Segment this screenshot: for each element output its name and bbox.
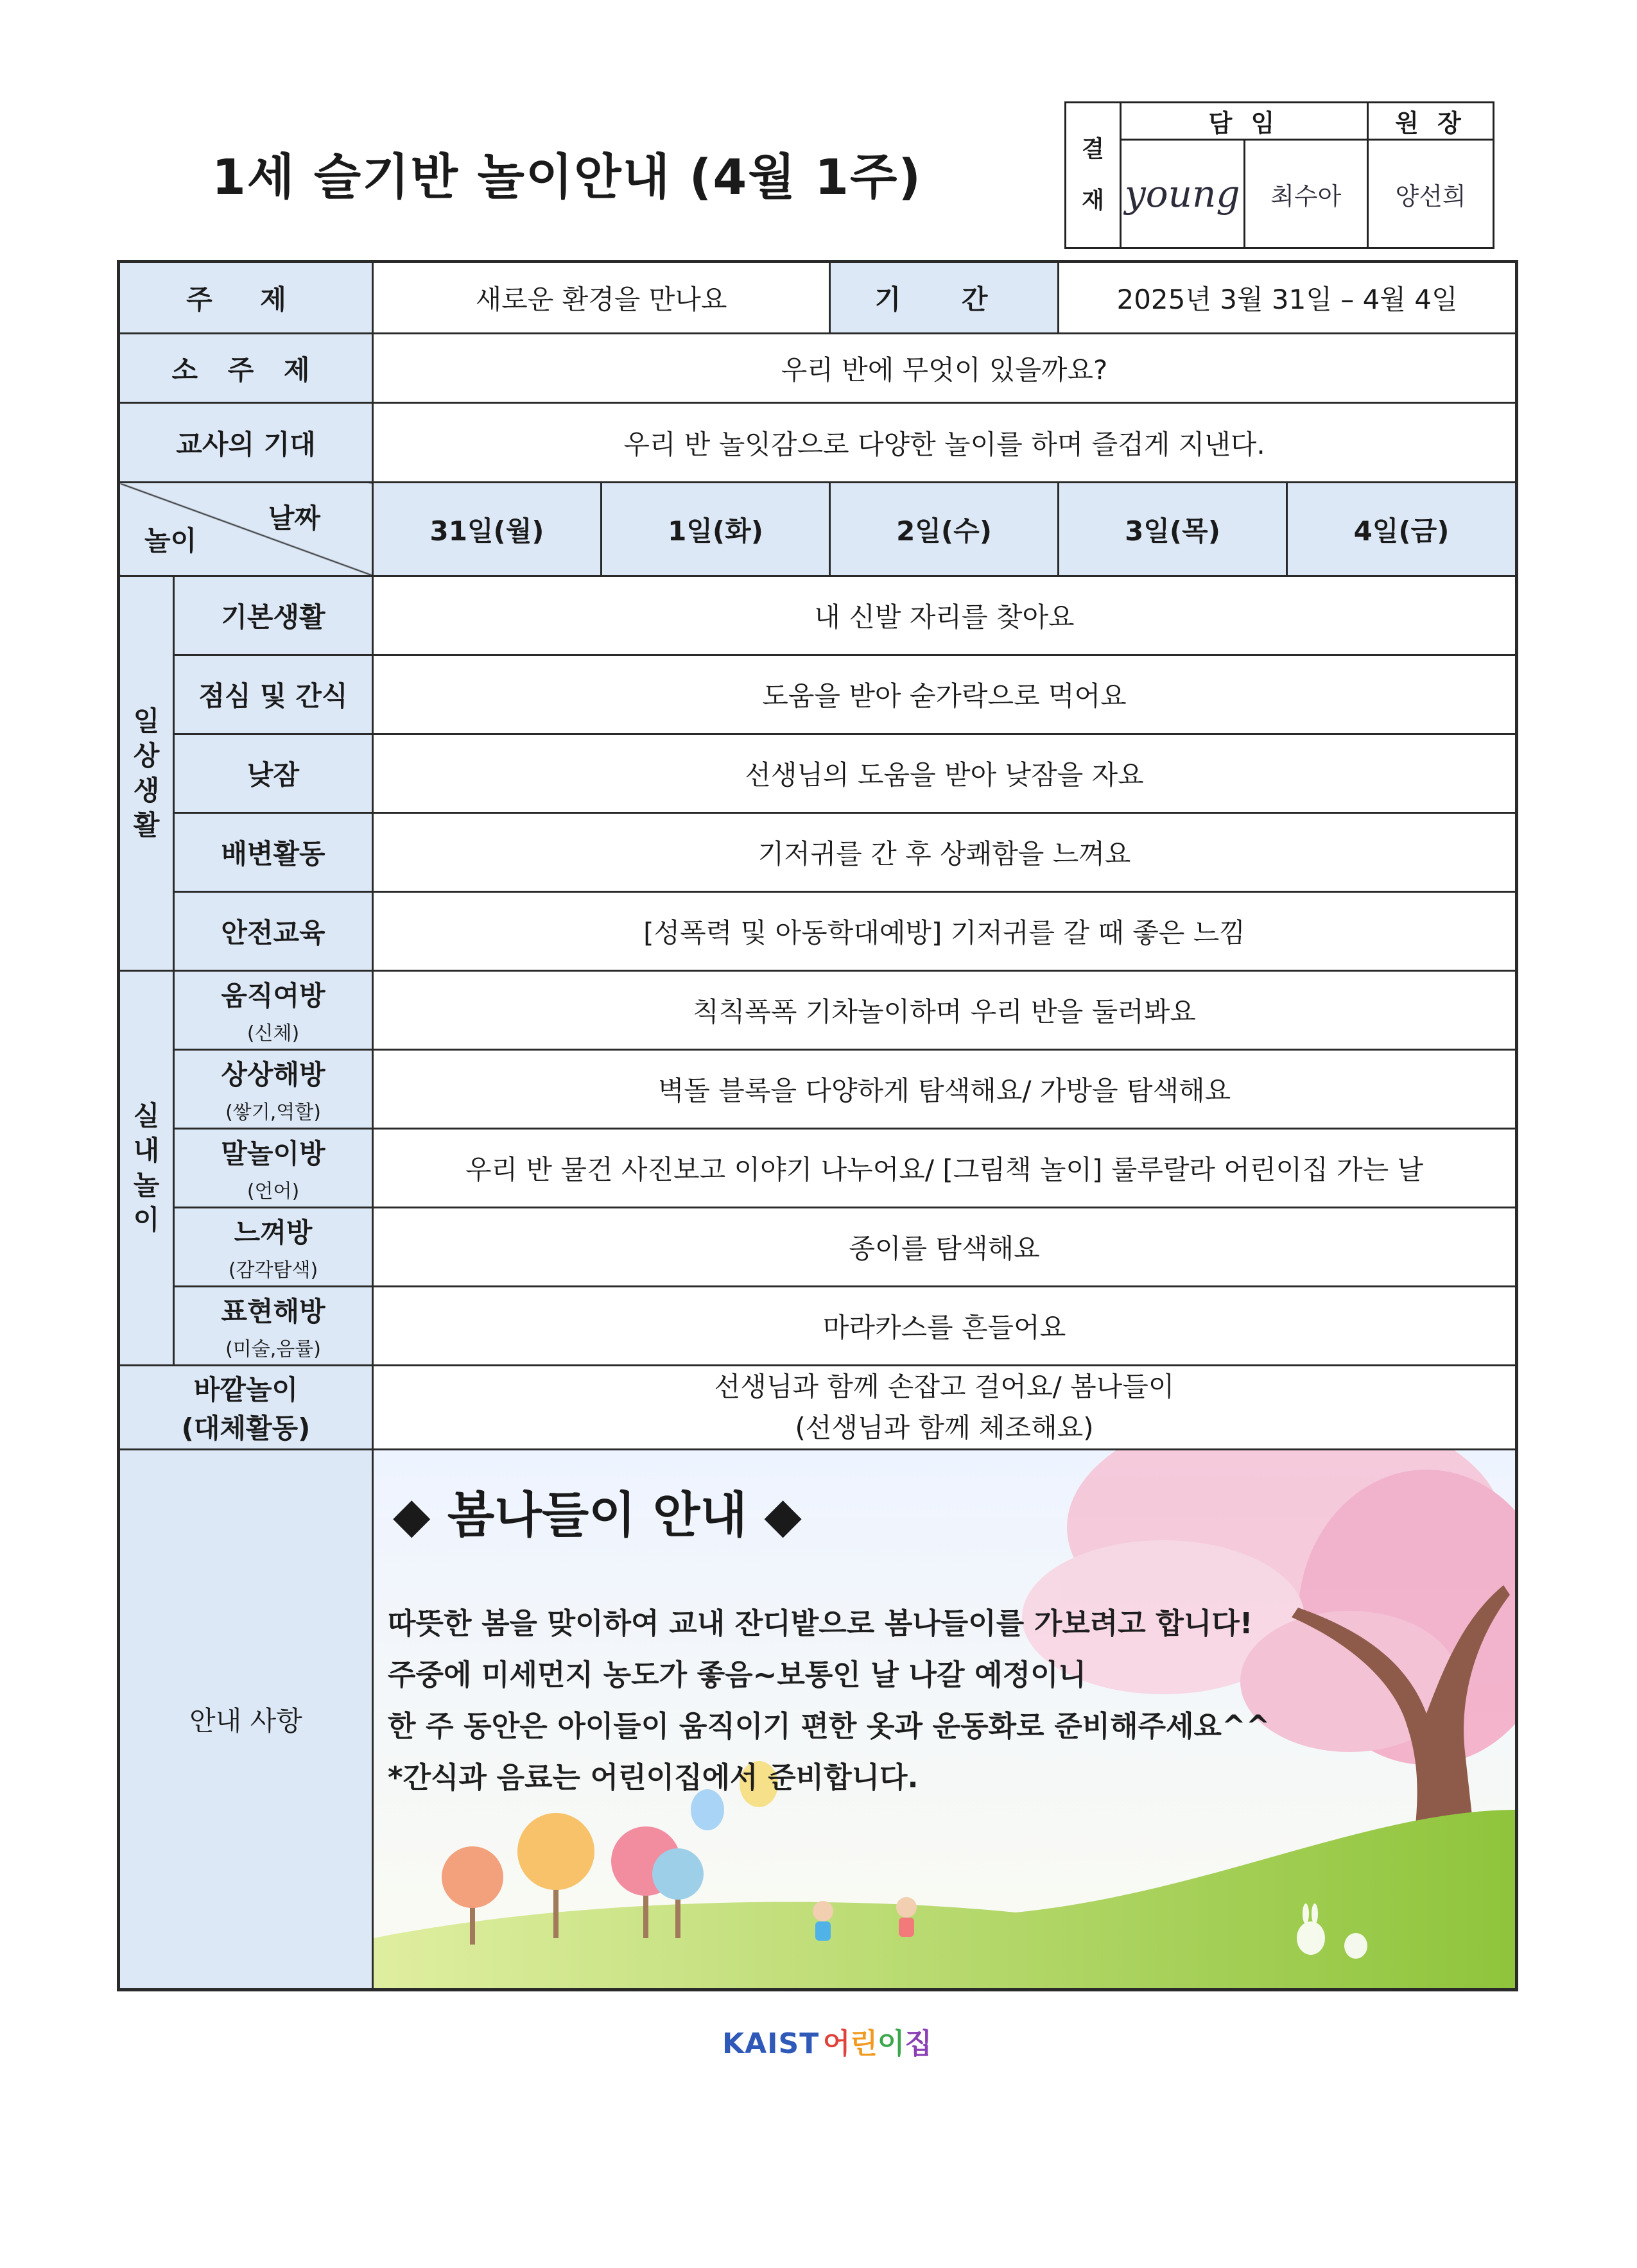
row-label: 표현해방 (미술,음률): [174, 1287, 373, 1366]
indoor-play-group-label: 실 내 놀 이: [119, 971, 174, 1366]
director-header: 원 장: [1368, 103, 1494, 140]
row-value: 종이를 탐색해요: [373, 1208, 1517, 1287]
row-value: 기저귀를 간 후 상쾌함을 느껴요: [373, 813, 1517, 892]
logo-char: 어: [822, 2027, 851, 2060]
subtheme-value: 우리 반에 무엇이 있을까요?: [373, 334, 1517, 403]
row-label: 말놀이방 (언어): [174, 1129, 373, 1208]
subtheme-label: 소 주 제: [119, 334, 373, 403]
period-value: 2025년 3월 31일 – 4월 4일: [1059, 262, 1517, 334]
row-label: 움직여방 (신체): [174, 971, 373, 1050]
day-header: 2일(수): [830, 483, 1059, 576]
date-play-header: [119, 483, 373, 576]
day-header: 3일(목): [1059, 483, 1287, 576]
outdoor-value: 선생님과 함께 손잡고 걸어요/ 봄나들이 (선생님과 함께 체조해요): [373, 1366, 1517, 1450]
daily-life-group-label: 일 상 생 활: [119, 576, 174, 971]
date-label: 날짜: [268, 503, 320, 534]
approval-side-label: 결 재: [1066, 103, 1121, 248]
theme-value: 새로운 환경을 만나요: [373, 262, 830, 334]
row-label: 낮잠: [174, 734, 373, 813]
row-label: 상상해방 (쌓기,역할): [174, 1050, 373, 1129]
logo-char: 이: [877, 2027, 905, 2060]
notice-panel: [373, 1450, 1517, 1990]
teacher-header: 담 임: [1121, 103, 1368, 140]
signature: 양선희: [1368, 140, 1494, 248]
logo-char: 린: [850, 2027, 878, 2060]
page-title: 1세 슬기반 놀이안내 (4월 1주): [212, 148, 922, 205]
play-label: 놀이: [144, 525, 197, 556]
approval-box: [1064, 101, 1494, 249]
notice-line: 따뜻한 봄을 맞이하여 교내 잔디밭으로 봄나들이를 가보려고 합니다!: [388, 1606, 1253, 1640]
expectation-label: 교사의 기대: [119, 403, 373, 483]
expectation-value: 우리 반 놀잇감으로 다양한 놀이를 하며 즐겁게 지낸다.: [373, 403, 1517, 483]
day-header: 1일(화): [602, 483, 830, 576]
row-label: 점심 및 간식: [174, 655, 373, 734]
day-header: 31일(월): [373, 483, 602, 576]
row-value: 마라카스를 흔들어요: [373, 1287, 1517, 1366]
row-label: 느껴방 (감각탐색): [174, 1208, 373, 1287]
outdoor-label: 바깥놀이 (대체활동): [119, 1366, 373, 1450]
day-header: 4일(금): [1287, 483, 1517, 576]
row-label: 배변활동: [174, 813, 373, 892]
notice-title: ◆ 봄나들이 안내 ◆: [393, 1486, 802, 1543]
row-label: 안전교육: [174, 892, 373, 971]
kaist-logo: [722, 2020, 932, 2061]
row-value: 칙칙폭폭 기차놀이하며 우리 반을 둘러봐요: [373, 971, 1517, 1050]
row-value: 벽돌 블록을 다양하게 탐색해요/ 가방을 탐색해요: [373, 1050, 1517, 1129]
notice-line: *간식과 음료는 어린이집에서 준비합니다.: [388, 1760, 919, 1794]
row-value: 선생님의 도움을 받아 낮잠을 자요: [373, 734, 1517, 813]
notice-line: 한 주 동안은 아이들이 움직이기 편한 옷과 운동화로 준비해주세요^^: [388, 1709, 1270, 1743]
row-value: [성폭력 및 아동학대예방] 기저귀를 갈 때 좋은 느낌: [373, 892, 1517, 971]
period-label: 기 간: [830, 262, 1059, 334]
theme-label: 주 제: [119, 262, 373, 334]
row-value: 내 신발 자리를 찾아요: [373, 576, 1517, 655]
notice-label: 안내 사항: [119, 1450, 373, 1990]
logo-char: 집: [905, 2027, 932, 2060]
row-value: 도움을 받아 숟가락으로 먹어요: [373, 655, 1517, 734]
signature: young: [1121, 140, 1245, 248]
plan-table: [117, 260, 1518, 1991]
logo-brand: KAIST: [722, 2027, 820, 2060]
signature: 최수아: [1244, 140, 1368, 248]
notice-body: [388, 1598, 1270, 1803]
row-label: 기본생활: [174, 576, 373, 655]
row-value: 우리 반 물건 사진보고 이야기 나누어요/ [그림책 놀이] 룰루랄라 어린이집 가는 날: [373, 1129, 1517, 1208]
notice-line: 주중에 미세먼지 농도가 좋음~보통인 날 나갈 예정이니: [388, 1658, 1087, 1692]
